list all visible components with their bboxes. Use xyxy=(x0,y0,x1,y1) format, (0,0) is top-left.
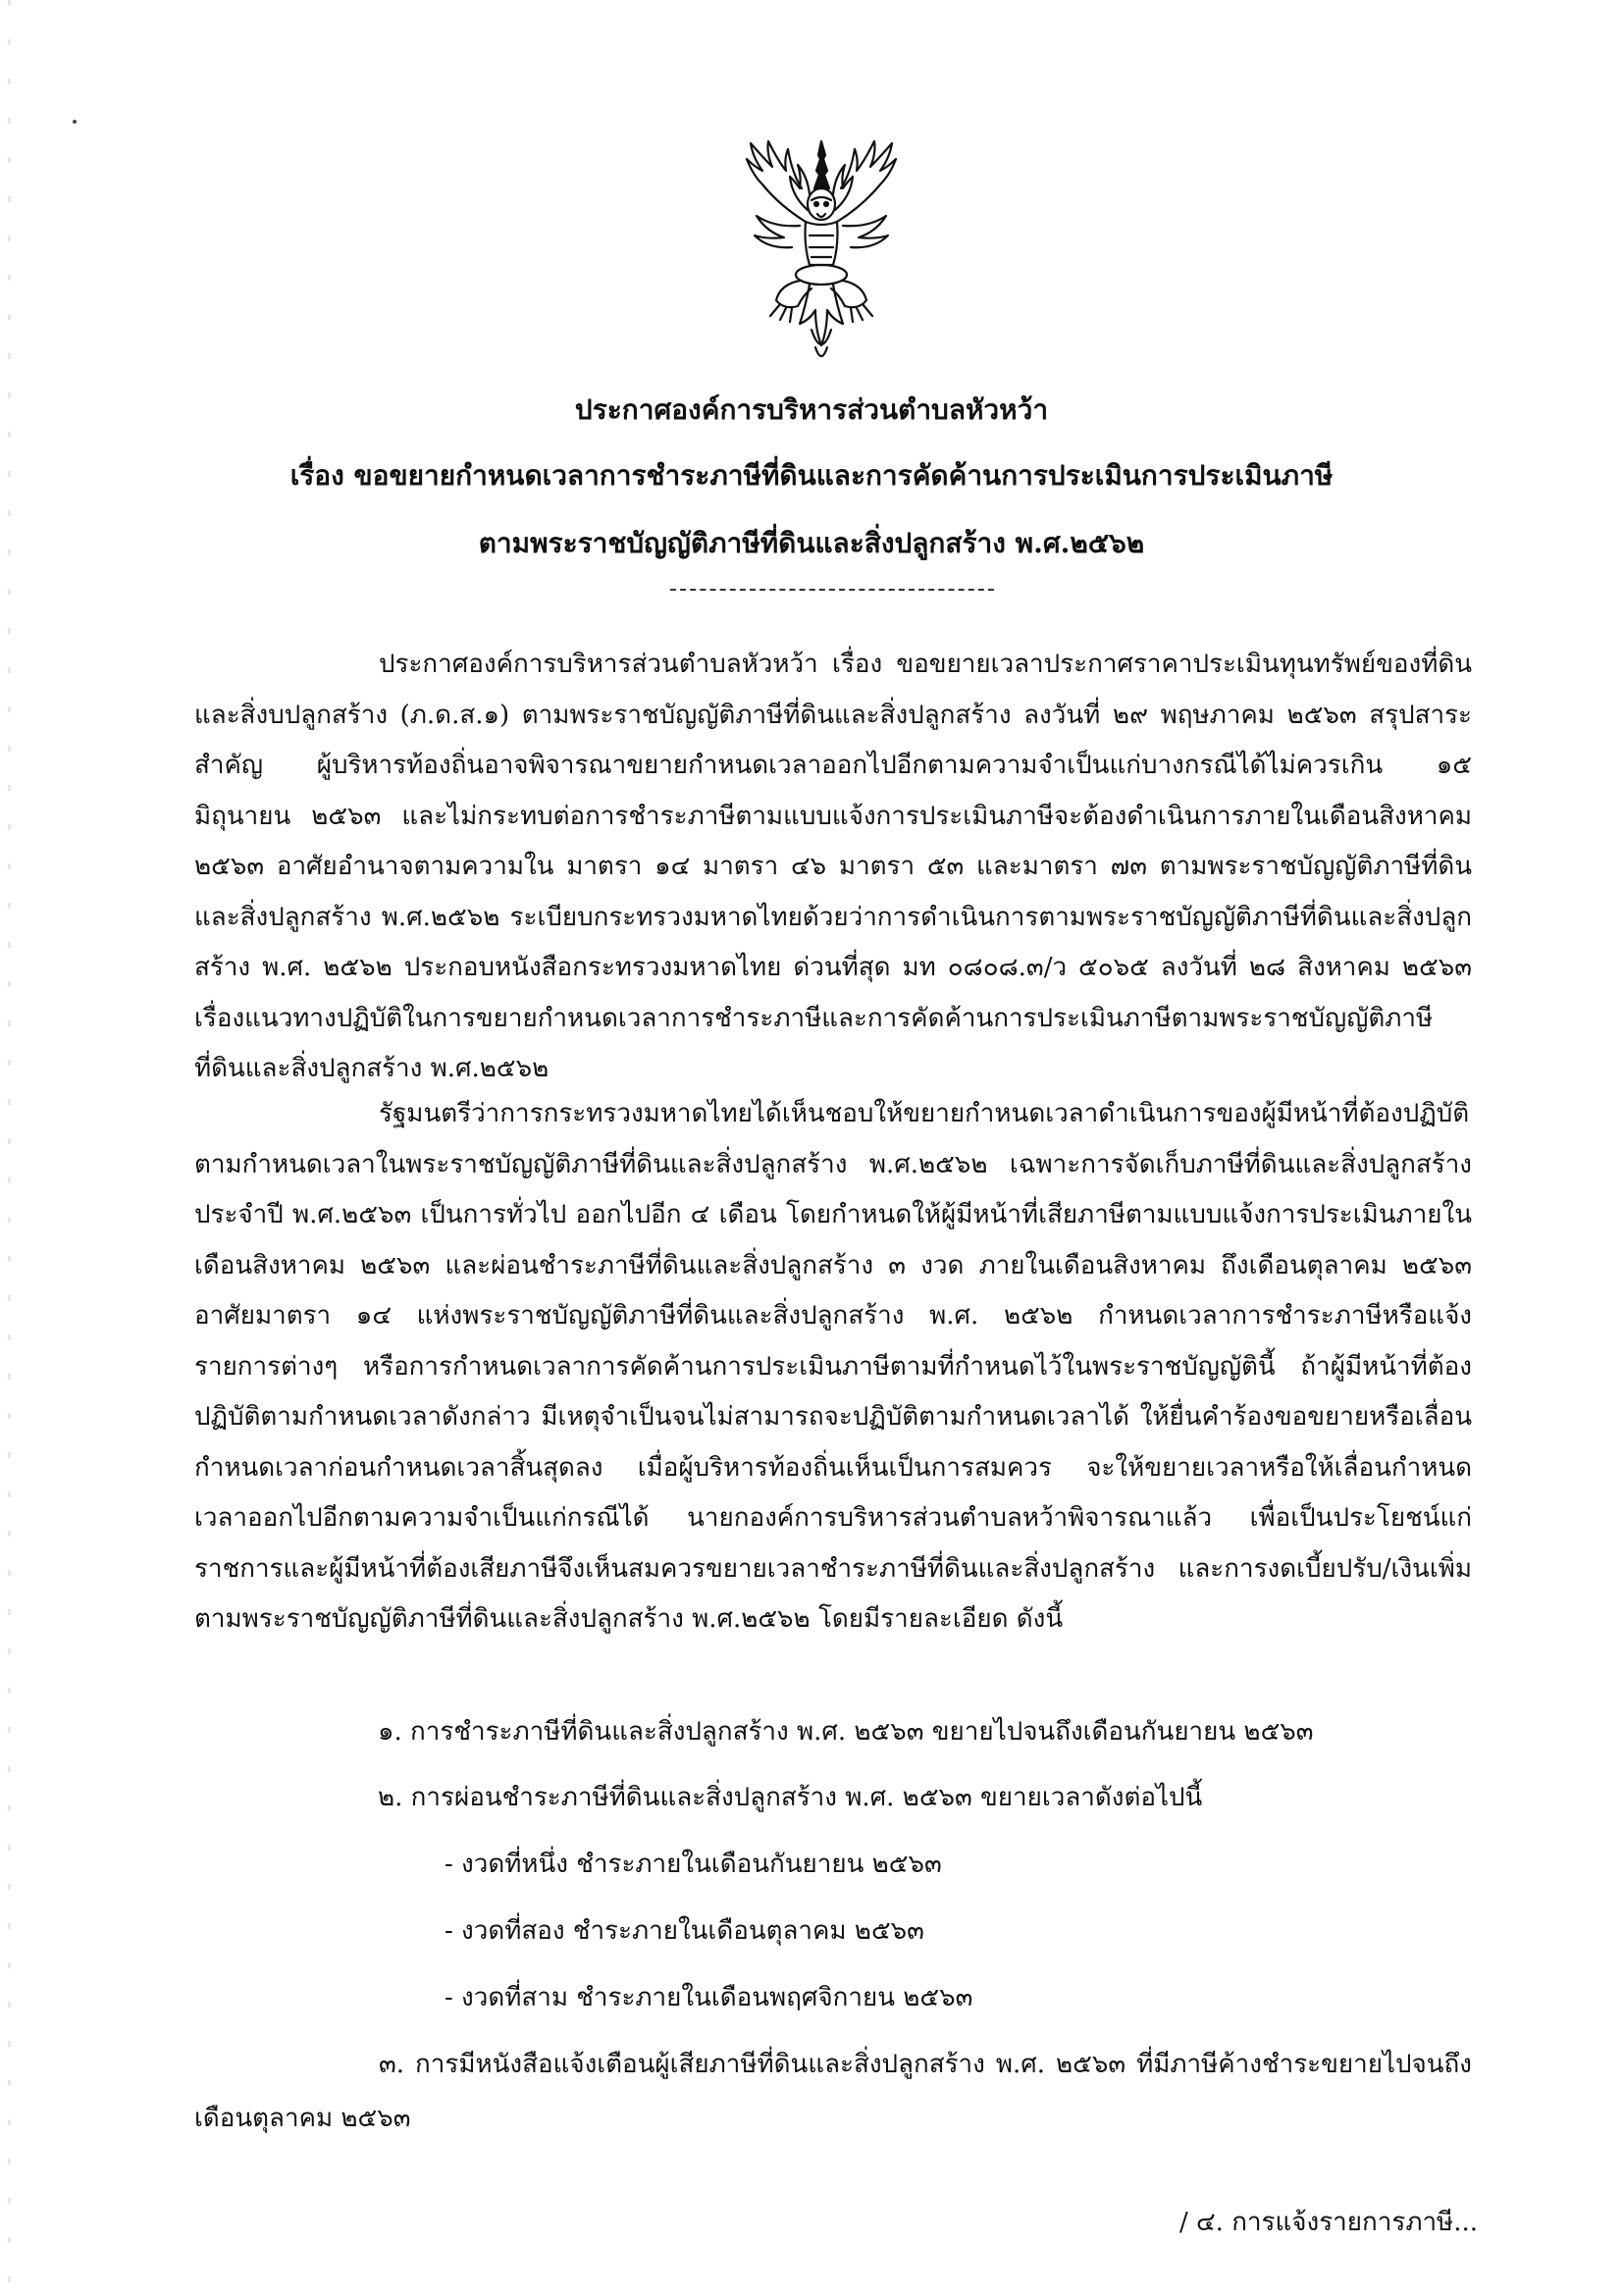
sub-item-installment-1: - งวดที่หนึ่ง ชำระภายในเดือนกันยายน ๒๕๖๓ xyxy=(445,1850,942,1879)
announcement-subject: เรื่อง ขอขยายกำหนดเวลาการชำระภาษีที่ดินและการคัดค้านการประเมินการประเมินภาษี xyxy=(289,459,1334,492)
title-separator-rule xyxy=(670,589,994,591)
page-continuation: / ๔. การแจ้งรายการภาษี... xyxy=(1178,2208,1478,2237)
scan-speck xyxy=(73,120,77,124)
sub-item-installment-2: - งวดที่สอง ชำระภายในเดือนตุลาคม ๒๕๖๓ xyxy=(445,1916,924,1946)
body-paragraph-2: รัฐมนตรีว่าการกระทรวงมหาดไทยได้เห็นชอบให้ขยายกำหนดเวลาดำเนินการของผู้มีหน้าที่ต้องปฏิบัติตามกำหนดเวลาในพระราชบัญญัติภาษีที่ดินและสิ่งปลูกสร้าง พ.ศ.๒๕๖๒ เฉพาะการจัดเก็บภาษีที่ดินและสิ่งปลูกสร้าง ประจำปี พ.ศ.๒๕๖๓ เป็นการทั่วไป ออกไปอีก ๔ เดือน โดยกำหนดให้ผู้มีหน้าที่เสียภาษีตามแบบแจ้งการประเมินภายในเดือนสิงหาคม ๒๕๖๓ และผ่อนชำระภาษีที่ดินและสิ่งปลูกสร้าง ๓ งวด ภายในเดือนสิงหาคม ถึงเดือนตุลาคม ๒๕๖๓ อาศัยมาตรา ๑๔ แห่งพระราชบัญญัติภาษีที่ดินและสิ่งปลูกสร้าง พ.ศ. ๒๕๖๒ กำหนดเวลาการชำระภาษีหรือแจ้งรายการต่างๆ หรือการกำหนดเวลาการคัดค้านการประเมินภาษีตามที่กำหนดไว้ในพระราชบัญญัตินี้ ถ้าผู้มีหน้าที่ต้องปฏิบัติตามกำหนดเวลาดังกล่าว มีเหตุจำเป็นจนไม่สามารถจะปฏิบัติตามกำหนดเวลาได้ ให้ยื่นคำร้องขอขยายหรือเลื่อนกำหนดเวลาก่อนกำหนดเวลาสิ้นสุดลง เมื่อผู้บริหารท้องถิ่นเห็นเป็นการสมควร จะให้ขยายเวลาหรือให้เลื่อนกำหนดเวลาออกไปอีกตามความจำเป็นแก่กรณีได้ นายกองค์การบริหารส่วนตำบลหว้าพิจารณาแล้ว เพื่อเป็นประโยชน์แก่ราชการและผู้มีหน้าที่ต้องเสียภาษีจึงเห็นสมควรขยายเวลาชำระภาษีที่ดินและสิ่งปลูกสร้าง และการงดเบี้ยปรับ/เงินเพิ่มตามพระราชบัญญัติภาษีที่ดินและสิ่งปลูกสร้าง พ.ศ.๒๕๖๒ โดยมีรายละเอียด ดังนี้ xyxy=(194,1099,1472,1634)
list-item-3: ๓. การมีหนังสือแจ้งเตือนผู้เสียภาษีที่ดินและสิ่งปลูกสร้าง พ.ศ. ๒๕๖๓ ที่มีภาษีค้างชำระขยายไปจนถึงเดือนตุลาคม ๒๕๖๓ xyxy=(194,2050,1472,2133)
list-item-2: ๒. การผ่อนชำระภาษีที่ดินและสิ่งปลูกสร้าง พ.ศ. ๒๕๖๓ ขยายเวลาดังต่อไปนี้ xyxy=(378,1783,1203,1812)
sub-item-installment-3: - งวดที่สาม ชำระภายในเดือนพฤศจิกายน ๒๕๖๓ xyxy=(445,1983,973,2012)
garuda-emblem-icon xyxy=(741,137,903,368)
announcement-law-reference: ตามพระราชบัญญัติภาษีที่ดินและสิ่งปลูกสร้าง พ.ศ.๒๕๖๒ xyxy=(478,527,1145,559)
announcement-title: ประกาศองค์การบริหารส่วนตำบลหัวหว้า xyxy=(574,393,1049,426)
list-item-1: ๑. การชำระภาษีที่ดินและสิ่งปลูกสร้าง พ.ศ. ๒๕๖๓ ขยายไปจนถึงเดือนกันยายน ๒๕๖๓ xyxy=(378,1717,1314,1747)
body-paragraph-1: ประกาศองค์การบริหารส่วนตำบลหัวหว้า เรื่อง ขอขยายเวลาประกาศราคาประเมินทุนทรัพย์ของที่ดินและสิ่งบปลูกสร้าง (ภ.ด.ส.๑) ตามพระราชบัญญัติภาษีที่ดินและสิ่งปลูกสร้าง ลงวันที่ ๒๙ พฤษภาคม ๒๕๖๓ สรุปสาระสำคัญ ผู้บริหารท้องถิ่นอาจพิจารณาขยายกำหนดเวลาออกไปอีกตามความจำเป็นแก่บางกรณีได้ไม่ควรเกิน ๑๕ มิถุนายน ๒๕๖๓ และไม่กระทบต่อการชำระภาษีตามแบบแจ้งการประเมินภาษีจะต้องดำเนินการภายในเดือนสิงหาคม ๒๕๖๓ อาศัยอำนาจตามความใน มาตรา ๑๔ มาตรา ๔๖ มาตรา ๕๓ และมาตรา ๗๓ ตามพระราชบัญญัติภาษีที่ดินและสิ่งปลูกสร้าง พ.ศ.๒๕๖๒ ระเบียบกระทรวงมหาดไทยด้วยว่าการดำเนินการตามพระราชบัญญัติภาษีที่ดินและสิ่งปลูกสร้าง พ.ศ. ๒๕๖๒ ประกอบหนังสือกระทรวงมหาดไทย ด่วนที่สุด มท ๐๘๐๘.๓/ว ๕๐๖๕ ลงวันที่ ๒๘ สิงหาคม ๒๕๖๓ เรื่องแนวทางปฏิบัติในการขยายกำหนดเวลาการชำระภาษีและการคัดค้านการประเมินภาษีตามพระราชบัญญัติภาษีที่ดินและสิ่งปลูกสร้าง พ.ศ.๒๕๖๒ xyxy=(194,650,1472,1083)
scan-edge-artifact xyxy=(8,0,11,2296)
